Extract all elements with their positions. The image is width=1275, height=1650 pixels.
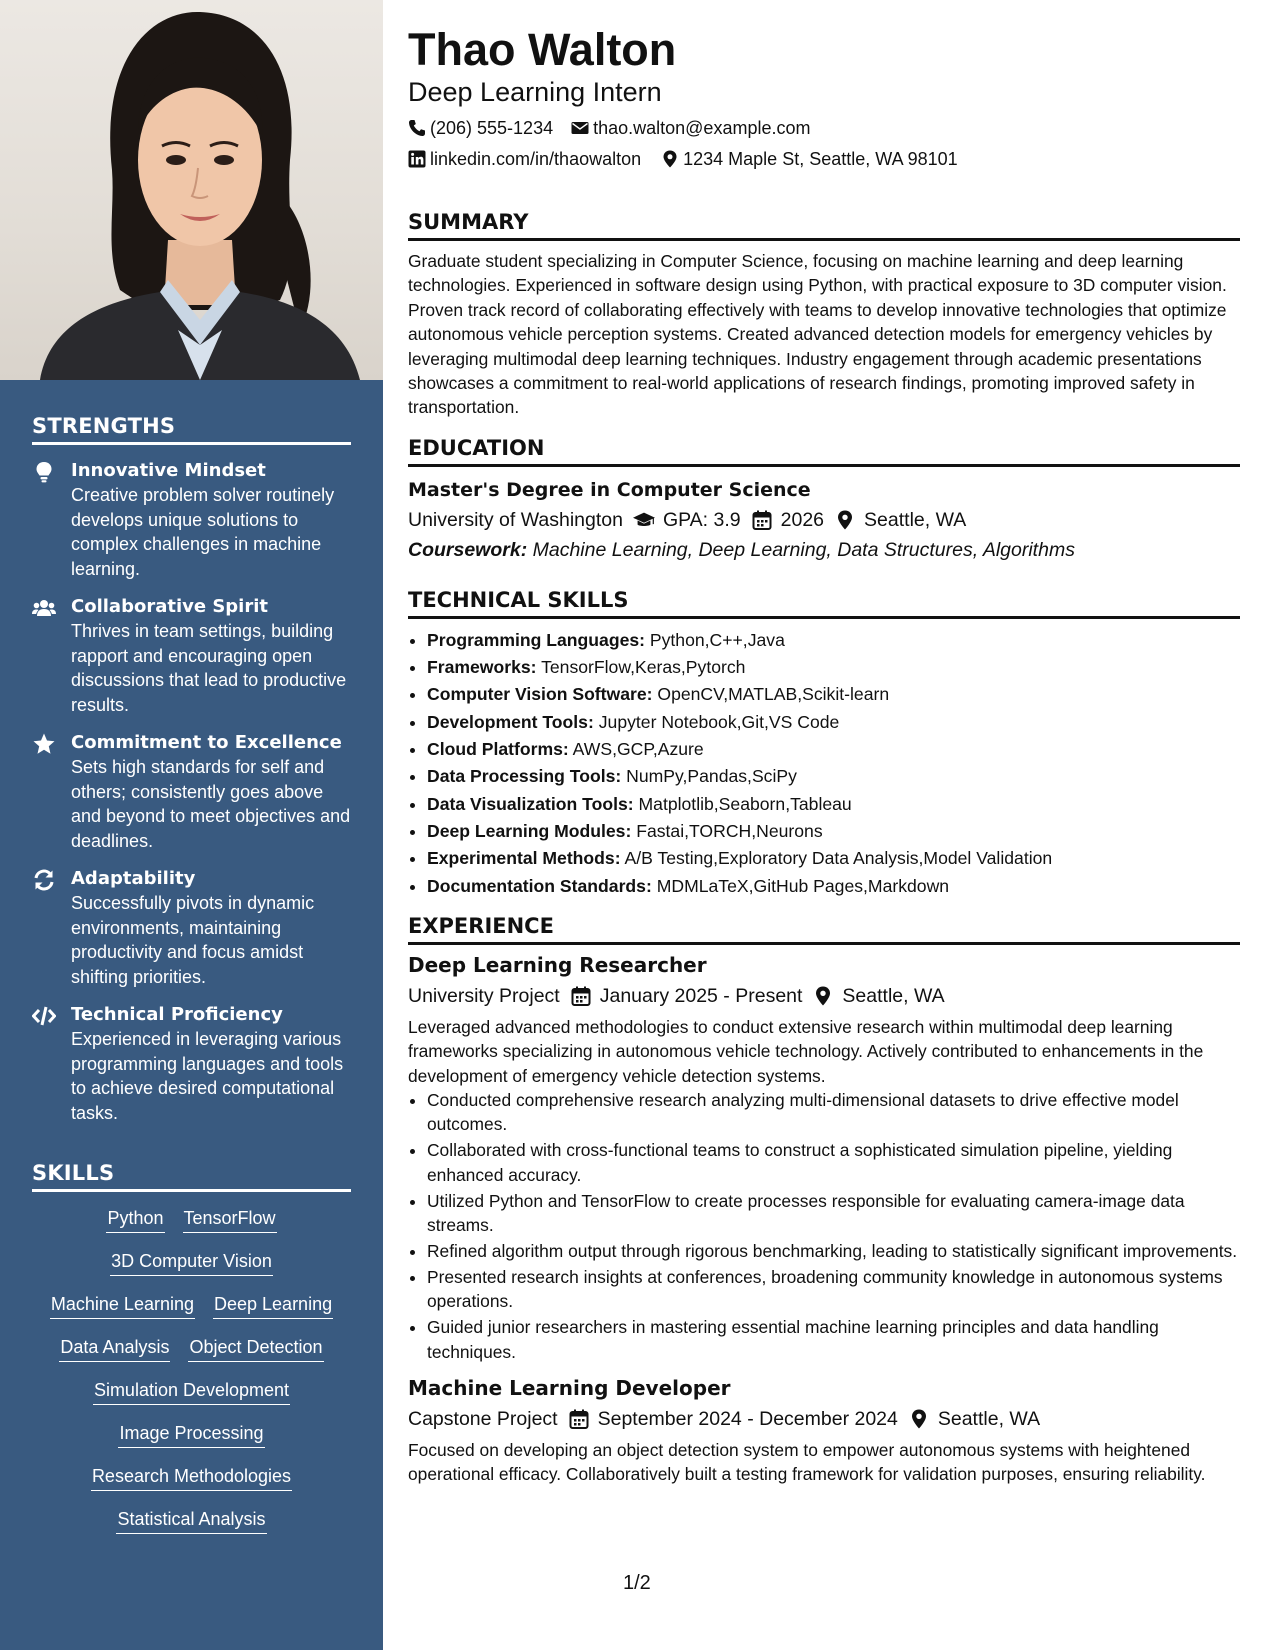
skill-row [32, 1378, 351, 1405]
map-pin-icon [812, 986, 834, 1006]
location-group [834, 505, 966, 535]
list-item: • Collaborated with cross-functional teams to construct a sophisticated simulation pipeline, yielding enhanced accuracy. [427, 1138, 1240, 1187]
skill-value: Fastai,TORCH,Neurons [636, 820, 823, 841]
strength-item [32, 731, 351, 853]
skill-tag: Python [106, 1206, 164, 1233]
skills-heading: SKILLS [32, 1161, 351, 1192]
job-dates: January 2025 - Present [599, 984, 803, 1007]
skill-label: Computer Vision Software: [427, 684, 653, 705]
strength-description: Creative problem solver routinely develops unique solutions to complex challenges in machine learning. [71, 485, 335, 579]
job-title: Deep Learning Researcher [408, 952, 707, 977]
list-item [427, 873, 1240, 900]
job-details [408, 981, 1240, 1011]
skill-value: AWS,GCP,Azure [572, 739, 704, 760]
technical-skills-heading: TECHNICAL SKILLS [408, 586, 1240, 619]
job-dates: September 2024 - December 2024 [597, 1408, 898, 1430]
skill-label: Documentation Standards: [427, 875, 652, 896]
strength-description: Thrives in team settings, building rapport and encouraging open discussions that lead to productive results. [71, 621, 347, 715]
technical-skills-list [408, 627, 1240, 900]
contact-row [408, 116, 1240, 140]
skill-row [32, 1335, 351, 1362]
address-text: 1234 Maple St, Seattle, WA 98101 [683, 149, 958, 169]
lightbulb-icon [32, 461, 56, 483]
skill-value: Python,C++,Java [649, 629, 785, 650]
skill-label: Frameworks: [427, 657, 537, 678]
skill-label: Data Processing Tools: [427, 766, 622, 787]
list-item: • Guided junior researchers in mastering essential machine learning principles and data handling techniques. [427, 1315, 1240, 1364]
main-content [408, 22, 1240, 1487]
skill-label: Programming Languages: [427, 629, 645, 650]
education-school: University of Washington [408, 508, 623, 531]
list-item [427, 763, 1240, 790]
education-location: Seattle, WA [864, 508, 967, 531]
strength-title: Commitment to Excellence [71, 732, 342, 753]
phone-contact [408, 116, 553, 140]
phone-text: (206) 555-1234 [430, 118, 554, 138]
list-item: • Conducted comprehensive research analyzing multi-dimensional datasets to drive effective model outcomes. [427, 1088, 1240, 1137]
education-gpa: GPA: 3.9 [662, 508, 741, 531]
coursework-list: Machine Learning, Deep Learning, Data Structures, Algorithms [532, 538, 1075, 561]
list-item: • Presented research insights at conferences, broadening community knowledge in autonomous systems operations. [427, 1265, 1240, 1314]
strengths-heading: STRENGTHS [32, 414, 351, 445]
list-item [427, 709, 1240, 736]
location-group [812, 981, 944, 1011]
strength-item [32, 595, 351, 717]
skill-tag: TensorFlow [183, 1206, 277, 1233]
skill-label: Deep Learning Modules: [427, 820, 632, 841]
skill-value: NumPy,Pandas,SciPy [626, 766, 797, 787]
profile-photo [0, 0, 383, 380]
list-item [427, 627, 1240, 654]
calendar-icon [751, 510, 773, 530]
list-item [427, 845, 1240, 872]
summary-text: Graduate student specializing in Computer Science, focusing on machine learning and deep learning technologies. Experienced in software design using Python, with practical exposure to 3D computer vision. Proven track record of collaborating effectively with teams to develop innovative technologies that optimize autonomous vehicle perception systems. Created advanced detection models for emergency vehicles by leveraging multimodal deep learning techniques. Industry engagement through academic presentations showcases a commitment to real-world applications of research findings, promoting improved safety in transportation. [408, 251, 1227, 418]
skill-value: A/B Testing,Exploratory Data Analysis,Model Validation [624, 848, 1053, 869]
location-group [908, 1404, 1040, 1434]
experience-heading: EXPERIENCE [408, 912, 1240, 945]
strength-title: Collaborative Spirit [71, 596, 268, 617]
skill-label: Development Tools: [427, 711, 594, 732]
skill-value: Matplotlib,Seaborn,Tableau [638, 793, 852, 814]
dates-group [568, 1404, 898, 1434]
linkedin-icon [408, 150, 426, 168]
strengths-section [32, 414, 351, 1125]
linkedin-text: linkedin.com/in/thaowalton [430, 149, 642, 169]
skill-tag: Image Processing [118, 1421, 264, 1448]
skill-value: TensorFlow,Keras,Pytorch [541, 657, 746, 678]
job-org: University Project [408, 984, 560, 1007]
job-org: Capstone Project [408, 1408, 558, 1430]
sync-icon [32, 869, 56, 891]
list-item: • Refined algorithm output through rigorous benchmarking, leading to statistically significant improvements. [427, 1239, 1240, 1263]
email-text: thao.walton@example.com [593, 118, 811, 138]
skill-tag: Simulation Development [93, 1378, 290, 1405]
skill-row [32, 1507, 351, 1534]
strength-description: Successfully pivots in dynamic environments, maintaining productivity and focus amidst shifting priorities. [71, 893, 315, 987]
skill-tag: Research Methodologies [91, 1464, 292, 1491]
skill-row [32, 1421, 351, 1448]
skill-tag: Machine Learning [50, 1292, 195, 1319]
portrait-illustration [0, 0, 383, 380]
job-location: Seattle, WA [842, 984, 945, 1007]
education-heading: EDUCATION [408, 434, 1240, 467]
candidate-name: Thao Walton [408, 24, 677, 75]
linkedin-contact [408, 147, 641, 171]
strength-description: Experienced in leveraging various programming languages and tools to achieve desired computational tasks. [71, 1029, 344, 1123]
skill-row [32, 1206, 351, 1233]
skills-section [32, 1161, 351, 1534]
job-description: Focused on developing an object detection system to empower autonomous systems with heightened operational efficacy. Collaboratively built a testing framework for validation purposes, ensuring reliability. [408, 1440, 1206, 1485]
list-item [427, 654, 1240, 681]
strength-description: Sets high standards for self and others; consistently goes above and beyond to meet objectives and deadlines. [71, 757, 351, 851]
education-year: 2026 [780, 508, 825, 531]
skill-tag: Deep Learning [213, 1292, 333, 1319]
email-contact [571, 116, 810, 140]
skill-value: OpenCV,MATLAB,Scikit-learn [657, 684, 890, 705]
job-details [408, 1404, 1240, 1434]
star-icon [32, 733, 56, 755]
calendar-icon [570, 986, 592, 1006]
page-number: 1/2 [623, 1572, 651, 1594]
list-item [427, 736, 1240, 763]
skill-row [32, 1249, 351, 1276]
calendar-icon [568, 1409, 590, 1429]
job-bullets [408, 1088, 1240, 1364]
list-item [427, 818, 1240, 845]
job-title: Machine Learning Developer [408, 1376, 731, 1400]
code-icon [32, 1005, 56, 1027]
envelope-icon [571, 119, 589, 137]
education-degree: Master's Degree in Computer Science [408, 478, 811, 501]
skill-row [32, 1292, 351, 1319]
strength-title: Innovative Mindset [71, 460, 266, 481]
coursework [408, 535, 1240, 565]
phone-icon [408, 119, 426, 137]
strength-item [32, 459, 351, 581]
users-icon [32, 597, 56, 619]
strength-title: Technical Proficiency [71, 1004, 283, 1025]
sidebar [0, 0, 383, 1650]
skill-tag: Object Detection [188, 1335, 323, 1362]
skill-tag: Statistical Analysis [116, 1507, 266, 1534]
skill-tag: 3D Computer Vision [110, 1249, 273, 1276]
year-group [751, 505, 824, 535]
skill-row [32, 1464, 351, 1491]
strength-title: Adaptability [71, 868, 196, 889]
skill-value: MDMLaTeX,GitHub Pages,Markdown [656, 875, 950, 896]
job-location: Seattle, WA [937, 1408, 1041, 1430]
skill-tag: Data Analysis [59, 1335, 170, 1362]
skill-value: Jupyter Notebook,Git,VS Code [598, 711, 840, 732]
gpa-group [633, 505, 741, 535]
graduation-cap-icon [633, 510, 655, 530]
map-pin-icon [834, 510, 856, 530]
education-details [408, 505, 1240, 535]
map-pin-icon [661, 150, 679, 168]
list-item [427, 791, 1240, 818]
contact-row [408, 147, 1240, 171]
coursework-label: Coursework: [408, 538, 528, 561]
skill-label: Experimental Methods: [427, 848, 621, 869]
job-description: Leveraged advanced methodologies to conduct extensive research within multimodal deep learning frameworks specializing in autonomous vehicle technology. Actively contributed to enhancements in the development of emergency vehicle detection systems. [408, 1016, 1204, 1086]
skill-label: Data Visualization Tools: [427, 793, 634, 814]
strength-item [32, 1003, 351, 1125]
map-pin-icon [908, 1409, 930, 1429]
summary-heading: SUMMARY [408, 208, 1240, 241]
list-item [427, 681, 1240, 708]
dates-group [570, 981, 803, 1011]
strength-item [32, 867, 351, 989]
list-item: • Utilized Python and TensorFlow to create processes responsible for evaluating camera-image data streams. [427, 1189, 1240, 1238]
address-contact [661, 147, 958, 171]
candidate-role: Deep Learning Intern [408, 77, 662, 107]
skill-label: Cloud Platforms: [427, 739, 569, 760]
